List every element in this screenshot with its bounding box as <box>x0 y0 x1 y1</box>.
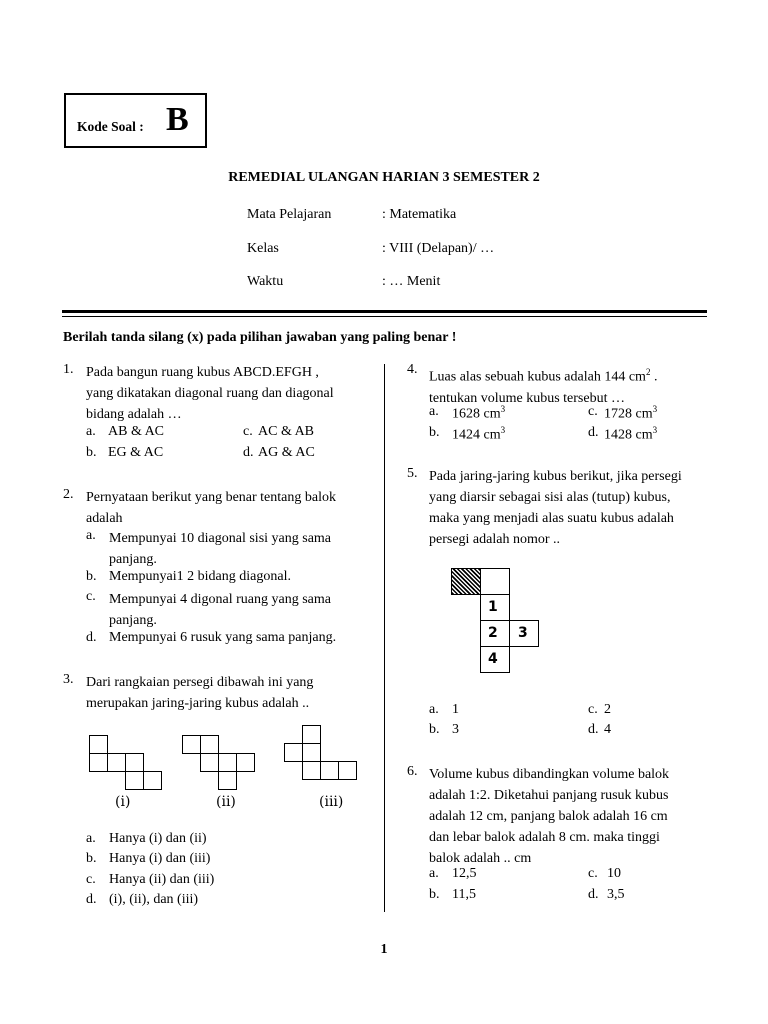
option-line: Mempunyai 10 diagonal sisi yang sama <box>109 531 332 546</box>
superscript: 3 <box>652 425 658 435</box>
net-square <box>236 753 255 772</box>
option-text[interactable] <box>452 425 505 444</box>
question-line: yang diarsir sebagai sisi alas (tutup) kubus, <box>429 490 671 505</box>
hatched-square <box>451 568 481 595</box>
question-text <box>429 362 705 409</box>
question-number: 4. <box>407 362 418 377</box>
option-text[interactable]: Hanya (i) dan (iii) <box>109 851 211 866</box>
question-text <box>429 764 705 869</box>
option-value: 1428 cm <box>604 427 653 443</box>
option-letter[interactable]: a. <box>86 424 96 439</box>
kode-soal-value: B <box>166 101 189 138</box>
option-line: panjang. <box>109 613 157 628</box>
net-number: 2 <box>488 625 498 641</box>
option-text[interactable]: EG & AC <box>108 445 164 460</box>
superscript: 3 <box>500 425 506 435</box>
option-text[interactable]: 1 <box>452 702 459 717</box>
header-rule-thick <box>62 310 707 313</box>
option-letter[interactable]: d. <box>588 722 599 737</box>
option-value: 1628 cm <box>452 406 501 422</box>
option-text[interactable] <box>109 528 361 570</box>
net-square <box>480 646 510 673</box>
option-letter[interactable]: c. <box>588 702 598 717</box>
question-line: adalah 12 cm, panjang balok adalah 16 cm <box>429 809 668 824</box>
option-text[interactable] <box>604 404 657 423</box>
superscript: 3 <box>500 404 506 414</box>
question-line: balok adalah .. cm <box>429 851 532 866</box>
question-line-part: Luas alas sebuah kubus adalah 144 cm <box>429 369 646 385</box>
question-line: dan lebar balok adalah 8 cm. maka tinggi <box>429 830 660 845</box>
option-text[interactable]: 12,5 <box>452 866 477 881</box>
question-number: 2. <box>63 487 74 502</box>
net-square <box>480 568 510 595</box>
net-square <box>480 620 510 647</box>
net-square <box>320 761 339 780</box>
option-letter[interactable]: a. <box>86 831 96 846</box>
net-square <box>218 753 237 772</box>
option-letter[interactable]: d. <box>86 892 97 907</box>
question-text <box>429 466 705 550</box>
question-line: Pada jaring-jaring kubus berikut, jika persegi <box>429 469 682 484</box>
net-square <box>338 761 357 780</box>
net-square <box>89 735 108 754</box>
info-label-time: Waktu <box>247 274 284 289</box>
option-text[interactable]: 11,5 <box>452 887 476 902</box>
option-text[interactable]: Hanya (ii) dan (iii) <box>109 872 215 887</box>
question-line: bidang adalah … <box>86 407 182 422</box>
option-letter[interactable]: a. <box>429 404 439 419</box>
option-letter[interactable]: a. <box>429 702 439 717</box>
question-line: tentukan volume kubus tersebut … <box>429 390 625 406</box>
net-square <box>89 753 108 772</box>
option-letter[interactable]: d. <box>588 425 599 440</box>
option-letter[interactable]: a. <box>86 528 96 543</box>
option-letter[interactable]: d. <box>86 630 97 645</box>
net-square <box>200 753 219 772</box>
option-value: 1424 cm <box>452 427 501 443</box>
net-square <box>143 771 162 790</box>
question-line: Pernyataan berikut yang benar tentang balok <box>86 490 336 505</box>
option-letter[interactable]: a. <box>429 866 439 881</box>
option-text[interactable]: 3,5 <box>607 887 625 902</box>
net-square <box>509 620 539 647</box>
question-line: adalah <box>86 511 123 526</box>
net-number: 3 <box>518 625 528 641</box>
option-letter[interactable]: c. <box>588 404 598 419</box>
option-text[interactable]: 3 <box>452 722 459 737</box>
net-square <box>302 761 321 780</box>
option-text[interactable]: 4 <box>604 722 611 737</box>
question-line: Volume kubus dibandingkan volume balok <box>429 767 670 782</box>
kode-soal-label: Kode Soal : <box>77 119 144 134</box>
option-text[interactable]: Hanya (i) dan (ii) <box>109 831 207 846</box>
net-square <box>200 735 219 754</box>
info-value-class: : VIII (Delapan)/ … <box>382 241 495 256</box>
figure-label: (ii) <box>216 794 236 810</box>
net-square <box>284 743 303 762</box>
net-square <box>182 735 201 754</box>
page-number: 1 <box>380 942 388 957</box>
option-letter[interactable]: b. <box>429 425 440 440</box>
option-letter[interactable]: d. <box>588 887 599 902</box>
question-line: persegi adalah nomor .. <box>429 532 561 547</box>
question-line: merupakan jaring-jaring kubus adalah .. <box>86 696 310 711</box>
option-text[interactable]: AB & AC <box>108 424 165 439</box>
net-number: 1 <box>488 599 498 615</box>
option-text[interactable] <box>452 404 505 423</box>
option-letter[interactable]: d. <box>243 445 254 460</box>
superscript: 3 <box>652 404 658 414</box>
question-line: adalah 1:2. Diketahui panjang rusuk kubus <box>429 788 669 803</box>
info-label-subject: Mata Pelajaran <box>247 207 332 222</box>
option-letter[interactable]: b. <box>86 569 97 584</box>
option-text[interactable]: AC & AB <box>258 424 315 439</box>
option-text[interactable]: 2 <box>604 702 611 717</box>
option-letter[interactable]: c. <box>588 866 598 881</box>
kode-soal-box <box>64 93 207 148</box>
figure-label: (iii) <box>319 794 344 810</box>
question-line: Dari rangkaian persegi dibawah ini yang <box>86 675 314 690</box>
option-letter[interactable]: b. <box>429 887 440 902</box>
option-value: 1728 cm <box>604 406 653 422</box>
net-square <box>302 725 321 744</box>
option-text[interactable] <box>604 425 657 444</box>
question-line-part: . <box>653 369 658 385</box>
option-text[interactable] <box>109 589 361 631</box>
option-letter[interactable]: b. <box>86 851 97 866</box>
question-number: 6. <box>407 764 418 779</box>
question-line: Pada bangun ruang kubus ABCD.EFGH , <box>86 365 319 380</box>
question-number: 5. <box>407 466 418 481</box>
net-square <box>480 594 510 621</box>
net-square <box>218 771 237 790</box>
question-number: 3. <box>63 672 74 687</box>
info-label-class: Kelas <box>247 241 279 256</box>
question-line: yang dikatakan diagonal ruang dan diagonal <box>86 386 334 401</box>
net-square <box>125 753 144 772</box>
option-letter[interactable]: c. <box>243 424 253 439</box>
option-line: Mempunyai 4 digonal ruang yang sama <box>109 592 332 607</box>
net-square <box>125 771 144 790</box>
info-value-time: : … Menit <box>382 274 441 289</box>
option-letter[interactable]: b. <box>86 445 97 460</box>
option-letter[interactable]: c. <box>86 589 96 604</box>
question-text <box>86 672 361 714</box>
net-square <box>302 743 321 762</box>
net-number: 4 <box>488 651 498 667</box>
option-text[interactable]: 10 <box>607 866 621 881</box>
question-text <box>86 362 361 425</box>
question-line: maka yang menjadi alas suatu kubus adalah <box>429 511 674 526</box>
question-line <box>429 362 705 388</box>
option-text[interactable]: Mempunyai1 2 bidang diagonal. <box>109 569 291 584</box>
question-text <box>86 487 361 529</box>
info-value-subject: : Matematika <box>382 207 457 222</box>
superscript: 2 <box>645 367 651 377</box>
instruction: Berilah tanda silang (x) pada pilihan jawaban yang paling benar ! <box>63 330 457 345</box>
option-text[interactable]: AG & AC <box>258 445 315 460</box>
figure-label: (i) <box>115 794 131 810</box>
column-divider <box>384 364 385 912</box>
option-text[interactable]: (i), (ii), dan (iii) <box>109 892 199 907</box>
option-line: panjang. <box>109 552 157 567</box>
page-title: REMEDIAL ULANGAN HARIAN 3 SEMESTER 2 <box>228 170 540 185</box>
net-square <box>107 753 126 772</box>
option-text[interactable]: Mempunyai 6 rusuk yang sama panjang. <box>109 630 337 645</box>
option-letter[interactable]: c. <box>86 872 96 887</box>
question-number: 1. <box>63 362 74 377</box>
option-letter[interactable]: b. <box>429 722 440 737</box>
header-rule-thin <box>62 316 707 317</box>
